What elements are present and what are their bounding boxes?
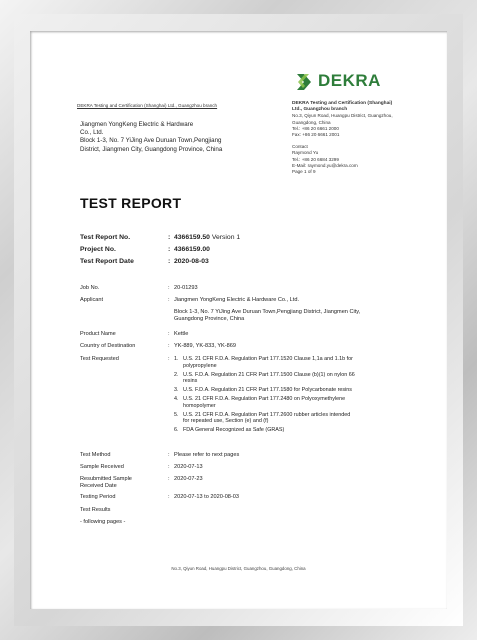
request-number: 4. xyxy=(174,396,179,402)
country-value: YK-889, YK-833, YK-869 xyxy=(174,343,236,349)
client-address xyxy=(80,121,270,154)
row-label: Test Report No. xyxy=(80,234,131,241)
logo-text: DEKRA xyxy=(318,71,381,90)
request-text: U.S. 21 CFR F.D.A. Regulation Part 177.1520 Clause 1,1a and 1.1b for polypropylene xyxy=(183,356,353,369)
lab-address-block xyxy=(292,101,442,175)
contact-label: Contact xyxy=(292,144,308,150)
job-no: 20-01293 xyxy=(174,285,198,291)
lab-address: No.3, Qiyun Road, Huangpu District, Guangzhou, xyxy=(292,113,393,119)
lab-name-branch: Ltd., Guangzhou branch xyxy=(292,107,348,113)
request-text: U.S. F.D.A. Regulation 21 CFR Part 177.1500 Clause (b)(1) on nylon 66 resins xyxy=(183,371,355,385)
page-number: Page 1 of 9 xyxy=(292,169,316,175)
page-footer: No.3, Qiyun Road, Huangpu District, Guangzhou, Guangdong, China xyxy=(171,566,306,571)
lab-tel: Tel.: +86 20 6661 2000 xyxy=(292,125,339,131)
request-text: U.S. 21 CFR F.D.A. Regulation Part 177.2480 on Polyoxymethylene homopolymer xyxy=(183,396,346,409)
client-line: Block 1-3, No. 7 YiJing Ave Duruan Town,Pengjiang xyxy=(80,137,222,145)
contact-email: E-Mail: raymond.yu@dekra.com xyxy=(292,162,358,168)
applicant-value: Jiangmen YongKeng Electric & Hardware Co., Ltd. Block 1-3, No. 7 YiJing Ave Duruan Town,Pengjiang District, Jiangmen City, Guangdong Province, China xyxy=(174,297,361,322)
lab-address-2: Guangdong, China xyxy=(292,119,331,125)
dekra-logo xyxy=(294,71,404,93)
request-text: FDA General Recognized as Safe (GRAS) xyxy=(183,427,285,433)
dekra-logo-icon xyxy=(294,72,314,92)
request-number: 2. xyxy=(174,371,179,378)
certificate-paper: DEKRA DEKRA Testing and Certification (Shanghai) Ltd., Guangzhou branch DEKRA Testing and Certification (Shanghai) Ltd., Guangzhou branch No.3, Qiyun Road, Huangpu District, Guangzhou, Guangdong, China Tel.: +86 20 6661 2000 Fax: +86 20 6661 2001 Contact Raymond Yu Tel.: +86 20 6684 3299 E-Mail: raymond.yu@dekra.com Page 1 of 9 Jiangmen YongKeng Electric & Hardware Co., Ltd. Block 1-3, No. 7 YiJing Ave Duruan Town,Pengjiang District, Jiangmen City, Guangdong Province, China TEST REPORT Test Report No. : 4366159.50 Version 1 Project No. : 4366159.00 Test Report Date : 2020-08-03 Job No. : 20-01293 Applicant : Jiangmen YongKeng Electric & Hardware Co., Ltd. Block 1-3, No. 7 YiJing Ave Duruan Town,Pengjiang District, Jiangmen City, Guangdong Province, China Product Name : Kettle Country of Destination : YK-889, YK-833, YK-869 Test Requested : 1. U.S. 21 CFR F.D.A. Regulation Part 177.1520 Clause 1,1a and 1.1b for polypropylene 2. U.S. F.D.A. Regulation 21 CFR Part 177.1500 Clause (b)(1) on nylon 66 resins 3. U.S. F.D.A. Regulation 21 CFR Part 177.1580 for Polycarbonate resins 4. U.S. 21 CFR F.D.A. Regulation Part 177.2480 on Polyoxymethylene homopolymer 5. U.S. 21 CFR F.D.A. Regulation Part 177.2600 rubber articles intended for repeated use, Section (e) and (f) 6. FDA General Recognized as Safe (GRAS) Test Method : Please refer to next pages Sample Received : 2020-07-13 Resubmitted Sample Received Date : 2020-07-23 Testing Period : 2020-07-13 to 2020-08-03 Test Results - following pages - No.3, Qiyun Road, Huangpu District, Guangzhou, Guangdong, China xyxy=(30,31,447,609)
request-text: U.S. F.D.A. Regulation 21 CFR Part 177.1580 for Polycarbonate resins xyxy=(183,387,352,393)
product-name: Kettle xyxy=(174,331,189,337)
row-label: Test Report Date xyxy=(80,258,134,265)
request-number: 6. xyxy=(174,427,179,433)
lab-name: DEKRA Testing and Certification (Shanghai) xyxy=(292,101,393,106)
client-line: Co., Ltd. xyxy=(80,129,104,137)
row-label: Project No. xyxy=(80,246,116,253)
client-line: District, Jiangmen City, Guangdong Province, China xyxy=(80,145,223,153)
lab-fax: Fax: +86 20 6661 2001 xyxy=(292,132,340,138)
project-no: 4366159.00 xyxy=(174,246,210,253)
request-number: 1. xyxy=(174,356,179,362)
client-line: Jiangmen YongKeng Electric & Hardware xyxy=(80,121,194,128)
request-number: 3. xyxy=(174,387,179,393)
report-date: 2020-08-03 xyxy=(174,258,209,265)
report-version: Version 1 xyxy=(211,234,241,241)
request-number: 5. xyxy=(174,411,179,418)
report-title: TEST REPORT xyxy=(80,195,182,211)
lab-header-line: DEKRA Testing and Certification (Shanghai) Ltd., Guangzhou branch xyxy=(77,103,218,108)
contact-name: Raymond Yu xyxy=(292,150,319,156)
request-text: U.S. 21 CFR F.D.A. Regulation Part 177.2600 rubber articles intended for repeated use, Section (e) and (f) xyxy=(183,411,351,425)
report-no: 4366159.50 xyxy=(174,234,210,241)
contact-tel: Tel.: +86 20 6684 3299 xyxy=(292,156,339,162)
